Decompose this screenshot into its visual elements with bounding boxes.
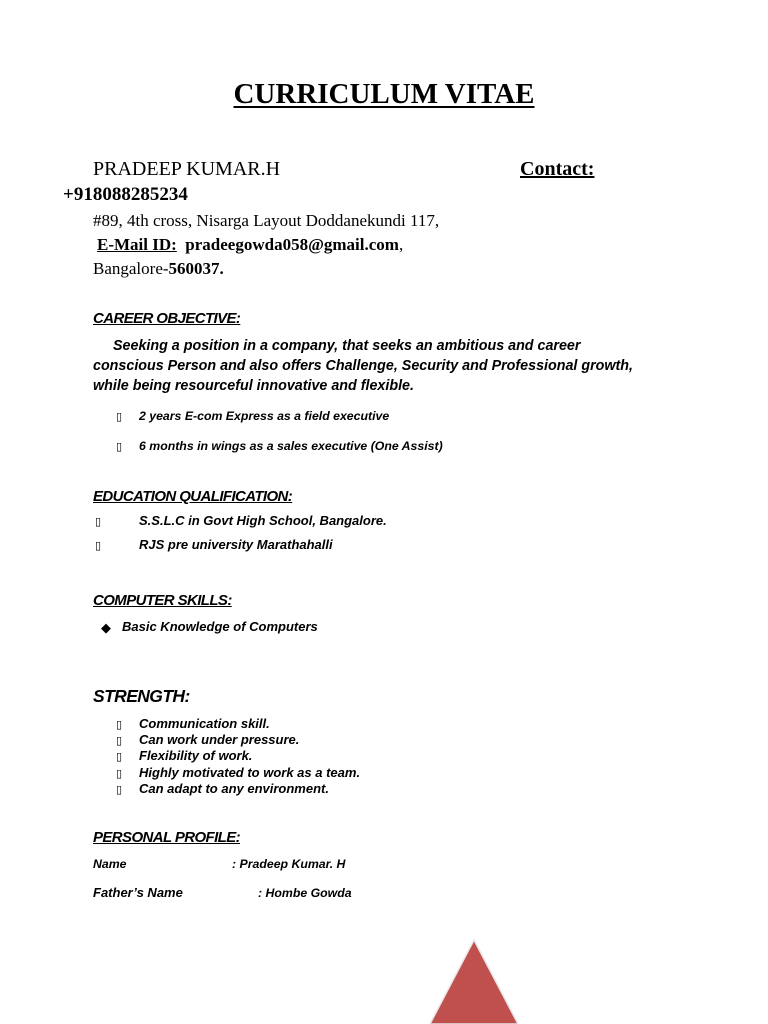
email-address: pradeegowda058@gmail.com bbox=[185, 235, 399, 254]
education-text: S.S.L.C in Govt High School, Bangalore. bbox=[139, 513, 387, 528]
computer-skills-heading: COMPUTER SKILLS: bbox=[93, 592, 232, 609]
bullet-icon: ▯ bbox=[116, 410, 123, 423]
strength-text: Flexibility of work. bbox=[139, 748, 253, 763]
profile-label: Father’s Name bbox=[93, 885, 183, 900]
computer-skill-text: Basic Knowledge of Computers bbox=[122, 619, 318, 634]
bullet-icon: ▯ bbox=[116, 750, 123, 763]
education-text: RJS pre university Marathahalli bbox=[139, 537, 333, 552]
strength-text: Communication skill. bbox=[139, 716, 270, 731]
profile-label: Name bbox=[93, 857, 127, 871]
pincode: 560037. bbox=[168, 259, 224, 278]
contact-label: Contact: bbox=[520, 158, 595, 180]
strength-heading: STRENGTH: bbox=[93, 686, 190, 706]
document-title: CURRICULUM VITAE bbox=[233, 78, 535, 110]
bullet-icon: ▯ bbox=[116, 718, 123, 731]
address-line: #89, 4th cross, Nisarga Layout Doddanekundi 117, bbox=[93, 211, 440, 230]
email-label: E-Mail ID: bbox=[97, 235, 177, 254]
bullet-icon: ▯ bbox=[95, 539, 102, 552]
career-objective-body: Seeking a position in a company, that seeks an ambitious and career conscious Person and also offers Challenge, Security and Professional growth, while being resourceful innovative and flexible. bbox=[93, 338, 633, 394]
experience-text: 2 years E-com Express as a field executive bbox=[139, 409, 390, 423]
diamond-bullet-icon: ◆ bbox=[101, 621, 111, 636]
email-suffix: , bbox=[398, 235, 404, 254]
career-objective-heading: CAREER OBJECTIVE: bbox=[93, 310, 241, 327]
bullet-icon: ▯ bbox=[95, 515, 102, 528]
city: Bangalore- bbox=[93, 259, 169, 278]
bullet-icon: ▯ bbox=[116, 783, 123, 796]
bullet-icon: ▯ bbox=[116, 440, 123, 453]
profile-value: : Pradeep Kumar. H bbox=[232, 857, 346, 871]
strength-text: Highly motivated to work as a team. bbox=[139, 765, 361, 780]
profile-value: : Hombe Gowda bbox=[258, 886, 352, 900]
phone-number: +918088285234 bbox=[63, 184, 188, 205]
strength-text: Can adapt to any environment. bbox=[139, 781, 329, 796]
personal-profile-heading: PERSONAL PROFILE: bbox=[93, 829, 241, 846]
bullet-icon: ▯ bbox=[116, 767, 123, 780]
candidate-name: PRADEEP KUMAR.H bbox=[93, 158, 281, 180]
education-heading: EDUCATION QUALIFICATION: bbox=[93, 488, 293, 505]
bullet-icon: ▯ bbox=[116, 734, 123, 747]
strength-text: Can work under pressure. bbox=[139, 732, 300, 747]
experience-text: 6 months in wings as a sales executive (One Assist) bbox=[139, 439, 443, 453]
triangle-shape bbox=[430, 940, 518, 1024]
